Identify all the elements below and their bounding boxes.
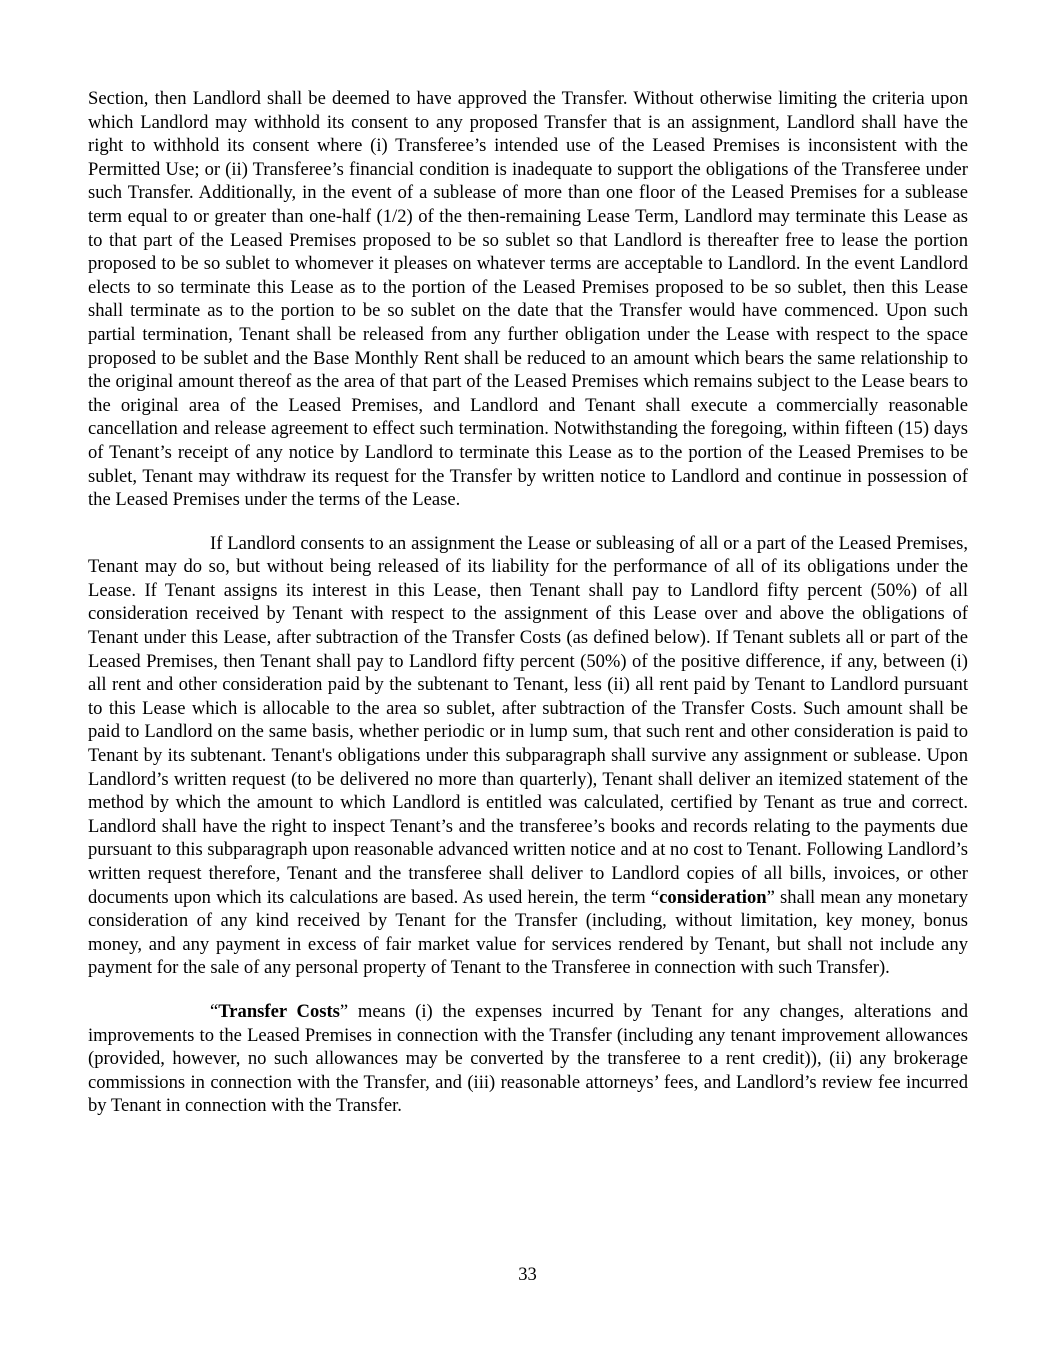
document-page (88, 87, 968, 1138)
paragraph-transfer-termination: Section, then Landlord shall be deemed to have approved the Transfer. Without otherwise limiting the criteria upon which Landlord may withhold its consent to any proposed Transfer that is an assignment, Landlord shall have the right to withhold its consent where (i) Transferee’s intended use of the Leased Premises is inconsistent with the Permitted Use; or (ii) Transferee’s financial condition is inadequate to support the obligations of the Transferee under such Transfer. Additionally, in the event of a sublease of more than one floor of the Leased Premises for a sublease term equal to or greater than one-half (1/2) of the then-remaining Lease Term, Landlord may terminate this Lease as to that part of the Leased Premises proposed to be so sublet so that Landlord is thereafter free to lease the portion proposed to be so sublet to whomever it pleases on whatever terms are acceptable to Landlord. In the event Landlord elects to so terminate this Lease as to the portion of the Leased Premises proposed to be so sublet, then this Lease shall terminate as to the portion to be so sublet on the date that the Transfer would have commenced. Upon such partial termination, Tenant shall be released from any further obligation under the Lease with respect to the space proposed to be sublet and the Base Monthly Rent shall be reduced to an amount which bears the same relationship to the original amount thereof as the area of that part of the Leased Premises which remains subject to the Lease bears to the original area of the Leased Premises, and Landlord and Tenant shall execute a commercially reasonable cancellation and release agreement to effect such termination. Notwithstanding the foregoing, within fifteen (15) days of Tenant’s receipt of any notice by Landlord to terminate this Lease as to the portion of the Leased Premises to be sublet, Tenant may withdraw its request for the Transfer by written notice to Landlord and continue in possession of the Leased Premises under the terms of the Lease. (88, 88, 968, 511)
paragraph-transfer-costs-text-after: ” means (i) the expenses incurred by Tenant for any changes, alterations and improvements to the Leased Premises in connection with the Transfer (including any tenant improvement allowances (provided, however, no such allowances may be converted by the transferee to a rent credit)), (ii) any brokerage commissions in connection with the Transfer, and (iii) reasonable attorneys’ fees, and Landlord’s review fee incurred by Tenant in connection with the Transfer. (88, 1000, 968, 1117)
paragraph-consideration-text-before: If Landlord consents to an assignment the Lease or subleasing of all or a part of the Leased Premises, Tenant may do so, but without being released of its liability for the performance of all of its obligations under the Lease. If Tenant assigns its interest in this Lease, then Tenant shall pay to Landlord fifty percent (50%) of all consideration received by Tenant with respect to the assignment of this Lease over and above the obligations of Tenant under this Lease, after subtraction of the Transfer Costs (as defined below). If Tenant sublets all or part of the Leased Premises, then Tenant shall pay to Landlord fifty percent (50%) of the positive difference, if any, between (i) all rent and other consideration paid by the subtenant to Tenant, less (ii) all rent paid by Tenant to Landlord pursuant to this Lease which is allocable to the area so sublet, after subtraction of the Transfer Costs. Such amount shall be paid to Landlord on the same basis, whether periodic or in lump sum, that such rent and other consideration is paid to Tenant by its subtenant. Tenant's obligations under this subparagraph shall survive any assignment or sublease. Upon Landlord’s written request (to be delivered no more than quarterly), Tenant shall deliver an itemized statement of the method by which the amount to which Landlord is entitled was calculated, certified by Tenant as true and correct. Landlord shall have the right to inspect Tenant’s and the transferee’s books and records relating to the payments due pursuant to this subparagraph upon reasonable advanced written notice and at no cost to Tenant. Following Landlord’s written request therefore, Tenant and the transferee shall deliver to Landlord copies of all bills, invoices, or other documents upon which its calculations are based. As used herein, the term “ (88, 532, 968, 908)
defined-term-transfer-costs: Transfer Costs (218, 1000, 340, 1022)
defined-term-consideration: consideration (659, 886, 767, 908)
paragraph-consideration (88, 532, 968, 980)
paragraph-transfer-costs-open-quote: “ (210, 1000, 219, 1022)
page-number: 33 (518, 1264, 537, 1285)
paragraph-transfer-costs (88, 1000, 968, 1118)
paragraph-consideration-text-after: ” shall mean any monetary consideration of any kind received by Tenant for the Transfer (including, without limitation, key money, bonus money, and any payment in excess of fair market value for services rendered by Tenant, but shall not include any payment for the sale of any personal property of Tenant to the Transferee in connection with such Transfer). (88, 886, 968, 979)
